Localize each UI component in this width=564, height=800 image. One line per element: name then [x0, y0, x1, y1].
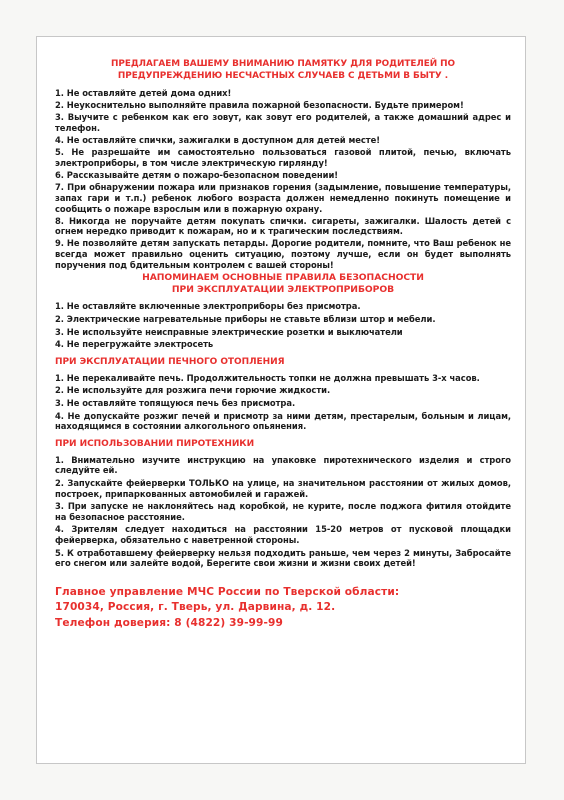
memo-item: 8. Никогда не поручайте детям покупать спички. сигареты, зажигалки. Шалость детей с огнем нередко приводит к пожарам, но и к трагическим последствиям.	[55, 215, 511, 237]
stove-item: 4. Не допускайте розжиг печей и присмотр за ними детям, престарелым, больным и лицам, находящимся в состоянии алкогольного опьянения.	[55, 410, 511, 432]
reminder-title	[55, 272, 511, 296]
pyro-item: 3. При запуске не наклоняйтесь над коробкой, не курите, после поджога фитиля отойдите на безопасное расстояние.	[55, 501, 511, 522]
memo-item: 5. Не разрешайте им самостоятельно пользоваться газовой плитой, печью, включать электроприборы, в том числе электрическую гирлянду!	[55, 147, 511, 168]
memo-item: 3. Выучите с ребенком как его зовут, как зовут его родителей, а также домашний адрес и телефон.	[55, 112, 511, 133]
pyro-item: 5. К отработавшему фейерверку нельзя подходить раньше, чем через 2 минуты, Забросайте его снегом или залейте водой, Берегите свои жизни и жизни своих детей!	[55, 547, 511, 569]
memo-list	[55, 88, 511, 270]
electro-item: 1. Не оставляйте включенные электроприборы без присмотра.	[55, 301, 361, 312]
footer-address: 170034, Россия, г. Тверь, ул. Дарвина, д. 12.	[55, 601, 336, 614]
electro-item: 4. Не перегружайте электросеть	[55, 339, 214, 350]
reminder-title-line-2: ПРИ ЭКСПЛУАТАЦИИ ЭЛЕКТРОПРИБОРОВ	[171, 283, 395, 295]
memo-item: 4. Не оставляйте спички, зажигалки в доступном для детей месте!	[55, 135, 380, 146]
stove-list	[55, 373, 511, 432]
electro-list	[55, 301, 511, 349]
pyro-item: 4. Зрителям следует находиться на расстоянии 15-20 метров от пусковой площадки фейерверка, обязательно с наветренной стороны.	[55, 524, 511, 545]
memo-content	[55, 59, 511, 631]
stove-item: 1. Не перекаливайте печь. Продолжительность топки не должна превышать 3-х часов.	[55, 372, 480, 383]
electro-item: 3. Не используйте неисправные электрические розетки и выключатели	[55, 326, 403, 337]
stove-item: 2. Не используйте для розжига печи горючие жидкости.	[55, 385, 331, 396]
contact-footer	[55, 585, 511, 632]
pyro-item: 1. Внимательно изучите инструкцию на упаковке пиротехнического изделия и строго следуйте ей.	[55, 454, 511, 476]
pyro-list	[55, 455, 511, 569]
footer-phone: Телефон доверия: 8 (4822) 39-99-99	[55, 616, 283, 629]
memo-title	[55, 59, 511, 82]
memo-title-line-2: ПРЕДУПРЕЖДЕНИЮ НЕСЧАСТНЫХ СЛУЧАЕВ С ДЕТЬМИ В БЫТУ .	[117, 70, 449, 81]
pyro-item: 2. Запускайте фейерверки ТОЛЬКО на улице, на значительном расстоянии от жилых домов, построек, припаркованных автомобилей и гаражей.	[55, 477, 511, 499]
stove-heading: ПРИ ЭКСПЛУАТАЦИИ ПЕЧНОГО ОТОПЛЕНИЯ	[55, 356, 285, 367]
memo-title-line-1: ПРЕДЛАГАЕМ ВАШЕМУ ВНИМАНИЮ ПАМЯТКУ ДЛЯ РОДИТЕЛЕЙ ПО	[110, 59, 456, 69]
memo-item: 1. Не оставляйте детей дома одних!	[55, 88, 232, 98]
memo-item: 9. Не позволяйте детям запускать петарды. Дорогие родители, помните, что Ваш ребенок не всегда может правильно оценить ситуацию, поэтому лучше, если он будет выполнять поручения под бдительным контролем с вашей стороны!	[55, 238, 511, 270]
electro-item: 2. Электрические нагревательные приборы не ставьте вблизи штор и мебели.	[55, 314, 436, 325]
memo-item: 2. Неукоснительно выполняйте правила пожарной безопасности. Будьте примером!	[55, 100, 464, 111]
reminder-title-line-1: НАПОМИНАЕМ ОСНОВНЫЕ ПРАВИЛА БЕЗОПАСНОСТИ	[142, 271, 424, 283]
pyro-heading: ПРИ ИСПОЛЬЗОВАНИИ ПИРОТЕХНИКИ	[55, 438, 255, 449]
memo-item: 6. Рассказывайте детям о пожаро-безопасном поведении!	[55, 170, 339, 181]
stove-item: 3. Не оставляйте топящуюся печь без присмотра.	[55, 398, 296, 408]
memo-sheet	[36, 36, 526, 764]
memo-item: 7. При обнаружении пожара или признаков горения (задымление, повышение температуры, запах гари и т.п.) ребенок любого возраста должен немедленно покинуть помещение и сообщить о пожаре взрослым или в пожарную охрану.	[55, 182, 511, 214]
footer-org: Главное управление МЧС России по Тверской области:	[55, 585, 400, 598]
